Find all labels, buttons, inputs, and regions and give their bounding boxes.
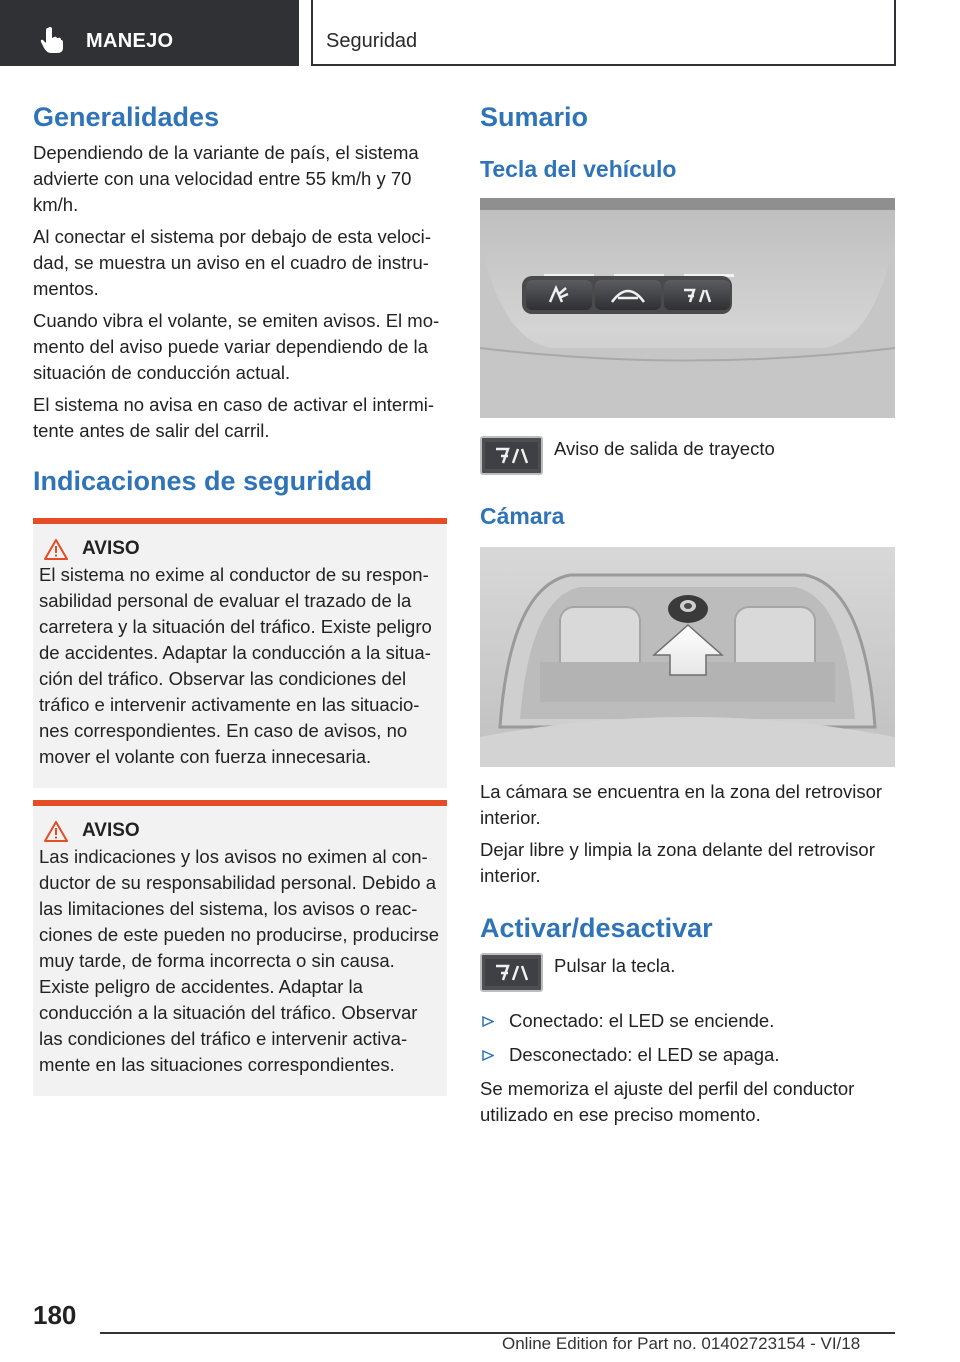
header-border-right <box>894 0 896 66</box>
status-list <box>480 1008 895 1068</box>
paragraph: La cámara se encuentra en la zona del retrovisor interior. <box>480 781 883 828</box>
warning-box <box>33 518 447 788</box>
vehicle-key-photo <box>480 198 895 418</box>
chapter-tab[interactable] <box>0 0 299 66</box>
right-column <box>480 100 895 1128</box>
lane-departure-key-icon <box>480 436 543 475</box>
heading-indicaciones-seguridad: Indicaciones de seguridad <box>33 466 373 496</box>
list-item: Desconectado: el LED se apaga. <box>480 1042 895 1068</box>
paragraph: Cuando vibra el volante, se emiten avisos. El momento del aviso puede variar dependiendo de la situación de conducción actual. <box>33 310 440 383</box>
triangle-bullet-icon <box>482 1050 494 1061</box>
warning-triangle-icon <box>44 820 68 842</box>
key-caption: Aviso de salida de trayecto <box>554 438 775 459</box>
paragraph: Se memoriza el ajuste del perfil del conductor utilizado en ese preciso momento. <box>480 1078 855 1125</box>
warning-triangle-icon <box>44 538 68 560</box>
heading-activar-desactivar: Activar/desactivar <box>480 913 713 943</box>
key-caption: Pulsar la tecla. <box>554 955 676 976</box>
footer-edition: Online Edition for Part no. 01402723154 - VI/18 <box>502 1334 861 1353</box>
heading-tecla-vehiculo: Tecla del vehículo <box>480 156 677 182</box>
section-title: Seguridad <box>326 30 418 52</box>
lane-departure-key-icon <box>480 953 543 992</box>
page-number: 180 <box>33 1300 77 1330</box>
paragraph: Dejar libre y limpia la zona delante del retrovisor interior. <box>480 839 875 886</box>
left-column <box>33 100 447 1096</box>
triangle-bullet-icon <box>482 1016 494 1027</box>
heading-sumario: Sumario <box>480 102 589 132</box>
warning-label: AVISO <box>82 538 140 559</box>
heading-generalidades: Generalidades <box>33 102 220 132</box>
key-icon-row <box>480 953 895 992</box>
paragraph: Al conectar el sistema por debajo de esta velocidad, se muestra un aviso en el cuadro de instrumentos. <box>33 226 431 299</box>
warning-text: El sistema no exime al conductor de su responsabilidad personal de evaluar el trazado de la carretera y la situación del tráfico. Existe peligro de accidentes. Adaptar la conducción a la situación del tráfico. Observar las condiciones del tráfico e intervenir activamente en las situaciones correspondientes. En caso de avisos, no mover el volante con fuerza innecesaria. <box>39 564 432 767</box>
paragraph: Dependiendo de la variante de país, el sistema advierte con una velocidad entre 55 km/h y 70 km/h. <box>33 142 419 215</box>
camera-photo <box>480 547 895 767</box>
warning-text: Las indicaciones y los avisos no eximen al conductor de su responsabilidad personal. Debido a las limitaciones del sistema, los avisos o reacciones de este pueden no producirse, producirse muy tarde, de forma incorrecta o sin causa. Existe peligro de accidentes. Adaptar la conducción a la situación del tráfico. Observar las condiciones del tráfico e intervenir activamente en las situaciones correspondientes. <box>39 846 440 1075</box>
hand-pointer-icon <box>40 26 64 54</box>
warning-label: AVISO <box>82 820 140 841</box>
paragraph: El sistema no avisa en caso de activar el intermitente antes de salir del carril. <box>33 394 435 441</box>
chapter-tab-label: MANEJO <box>86 30 174 52</box>
header-divider <box>311 0 313 66</box>
key-icon-row <box>480 436 895 475</box>
warning-box <box>33 800 447 1096</box>
header-border-bottom <box>311 64 896 66</box>
heading-camara: Cámara <box>480 503 565 529</box>
list-item: Conectado: el LED se enciende. <box>480 1008 895 1034</box>
